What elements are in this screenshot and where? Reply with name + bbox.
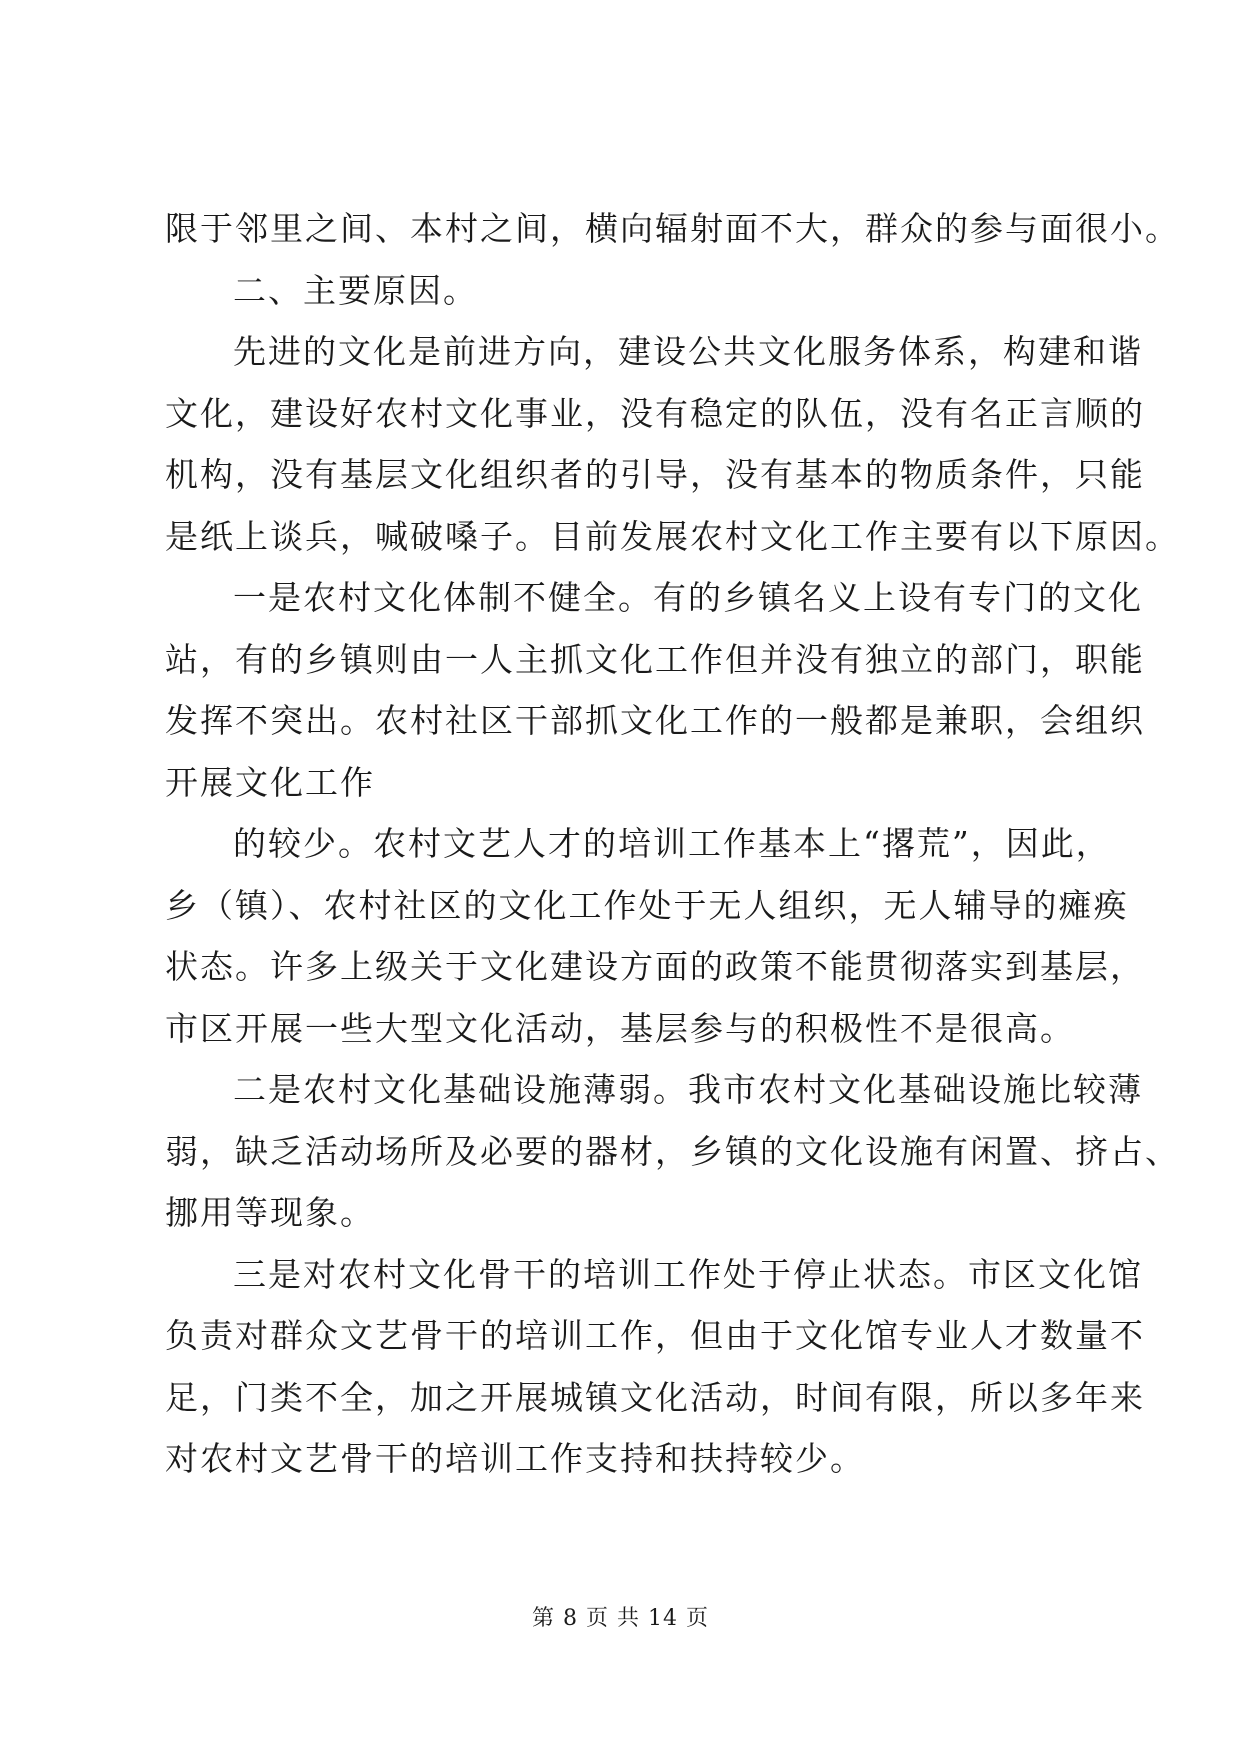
text-line: 开展文化工作 bbox=[165, 762, 375, 802]
text-line: 机构，没有基层文化组织者的引导，没有基本的物质条件，只能 bbox=[165, 455, 1145, 494]
text-line: 二、主要原因。 bbox=[233, 270, 478, 310]
text-line: 文化，建设好农村文化事业，没有稳定的队伍，没有名正言顺的 bbox=[165, 393, 1145, 433]
text-line: 是纸上谈兵，喊破嗓子。目前发展农村文化工作主要有以下原因。 bbox=[165, 516, 1180, 556]
text-line: 市区开展一些大型文化活动，基层参与的积极性不是很高。 bbox=[165, 1008, 1075, 1048]
text-line: 挪用等现象。 bbox=[165, 1193, 375, 1232]
body-text bbox=[165, 198, 1180, 1490]
text-line: 发挥不突出。农村社区干部抓文化工作的一般都是兼职，会组织 bbox=[165, 701, 1145, 740]
text-line: 对农村文艺骨干的培训工作支持和扶持较少。 bbox=[165, 1439, 865, 1478]
text-line: 一是农村文化体制不健全。有的乡镇名义上设有专门的文化 bbox=[233, 578, 1143, 617]
text-line: 足，门类不全，加之开展城镇文化活动，时间有限，所以多年来 bbox=[165, 1377, 1145, 1417]
text-line: 负责对群众文艺骨干的培训工作，但由于文化馆专业人才数量不 bbox=[165, 1316, 1145, 1355]
text-line: 站，有的乡镇则由一人主抓文化工作但并没有独立的部门，职能 bbox=[165, 639, 1145, 679]
text-line: 弱，缺乏活动场所及必要的器材，乡镇的文化设施有闲置、挤占、 bbox=[165, 1131, 1180, 1171]
text-line: 三是对农村文化骨干的培训工作处于停止状态。市区文化馆 bbox=[233, 1254, 1143, 1294]
text-line: 状态。许多上级关于文化建设方面的政策不能贯彻落实到基层， bbox=[165, 947, 1145, 986]
text-line: 乡（镇）、农村社区的文化工作处于无人组织，无人辅导的瘫痪 bbox=[165, 885, 1129, 925]
page-footer: 第 8 页 共 14 页 bbox=[532, 1606, 709, 1631]
text-line: 限于邻里之间、本村之间，横向辐射面不大，群众的参与面很小。 bbox=[165, 209, 1180, 248]
text-line: 二是农村文化基础设施薄弱。我市农村文化基础设施比较薄 bbox=[233, 1070, 1143, 1109]
text-line: 的较少。农村文艺人才的培训工作基本上“撂荒”，因此， bbox=[233, 824, 1111, 863]
text-line: 先进的文化是前进方向，建设公共文化服务体系，构建和谐 bbox=[233, 332, 1143, 371]
